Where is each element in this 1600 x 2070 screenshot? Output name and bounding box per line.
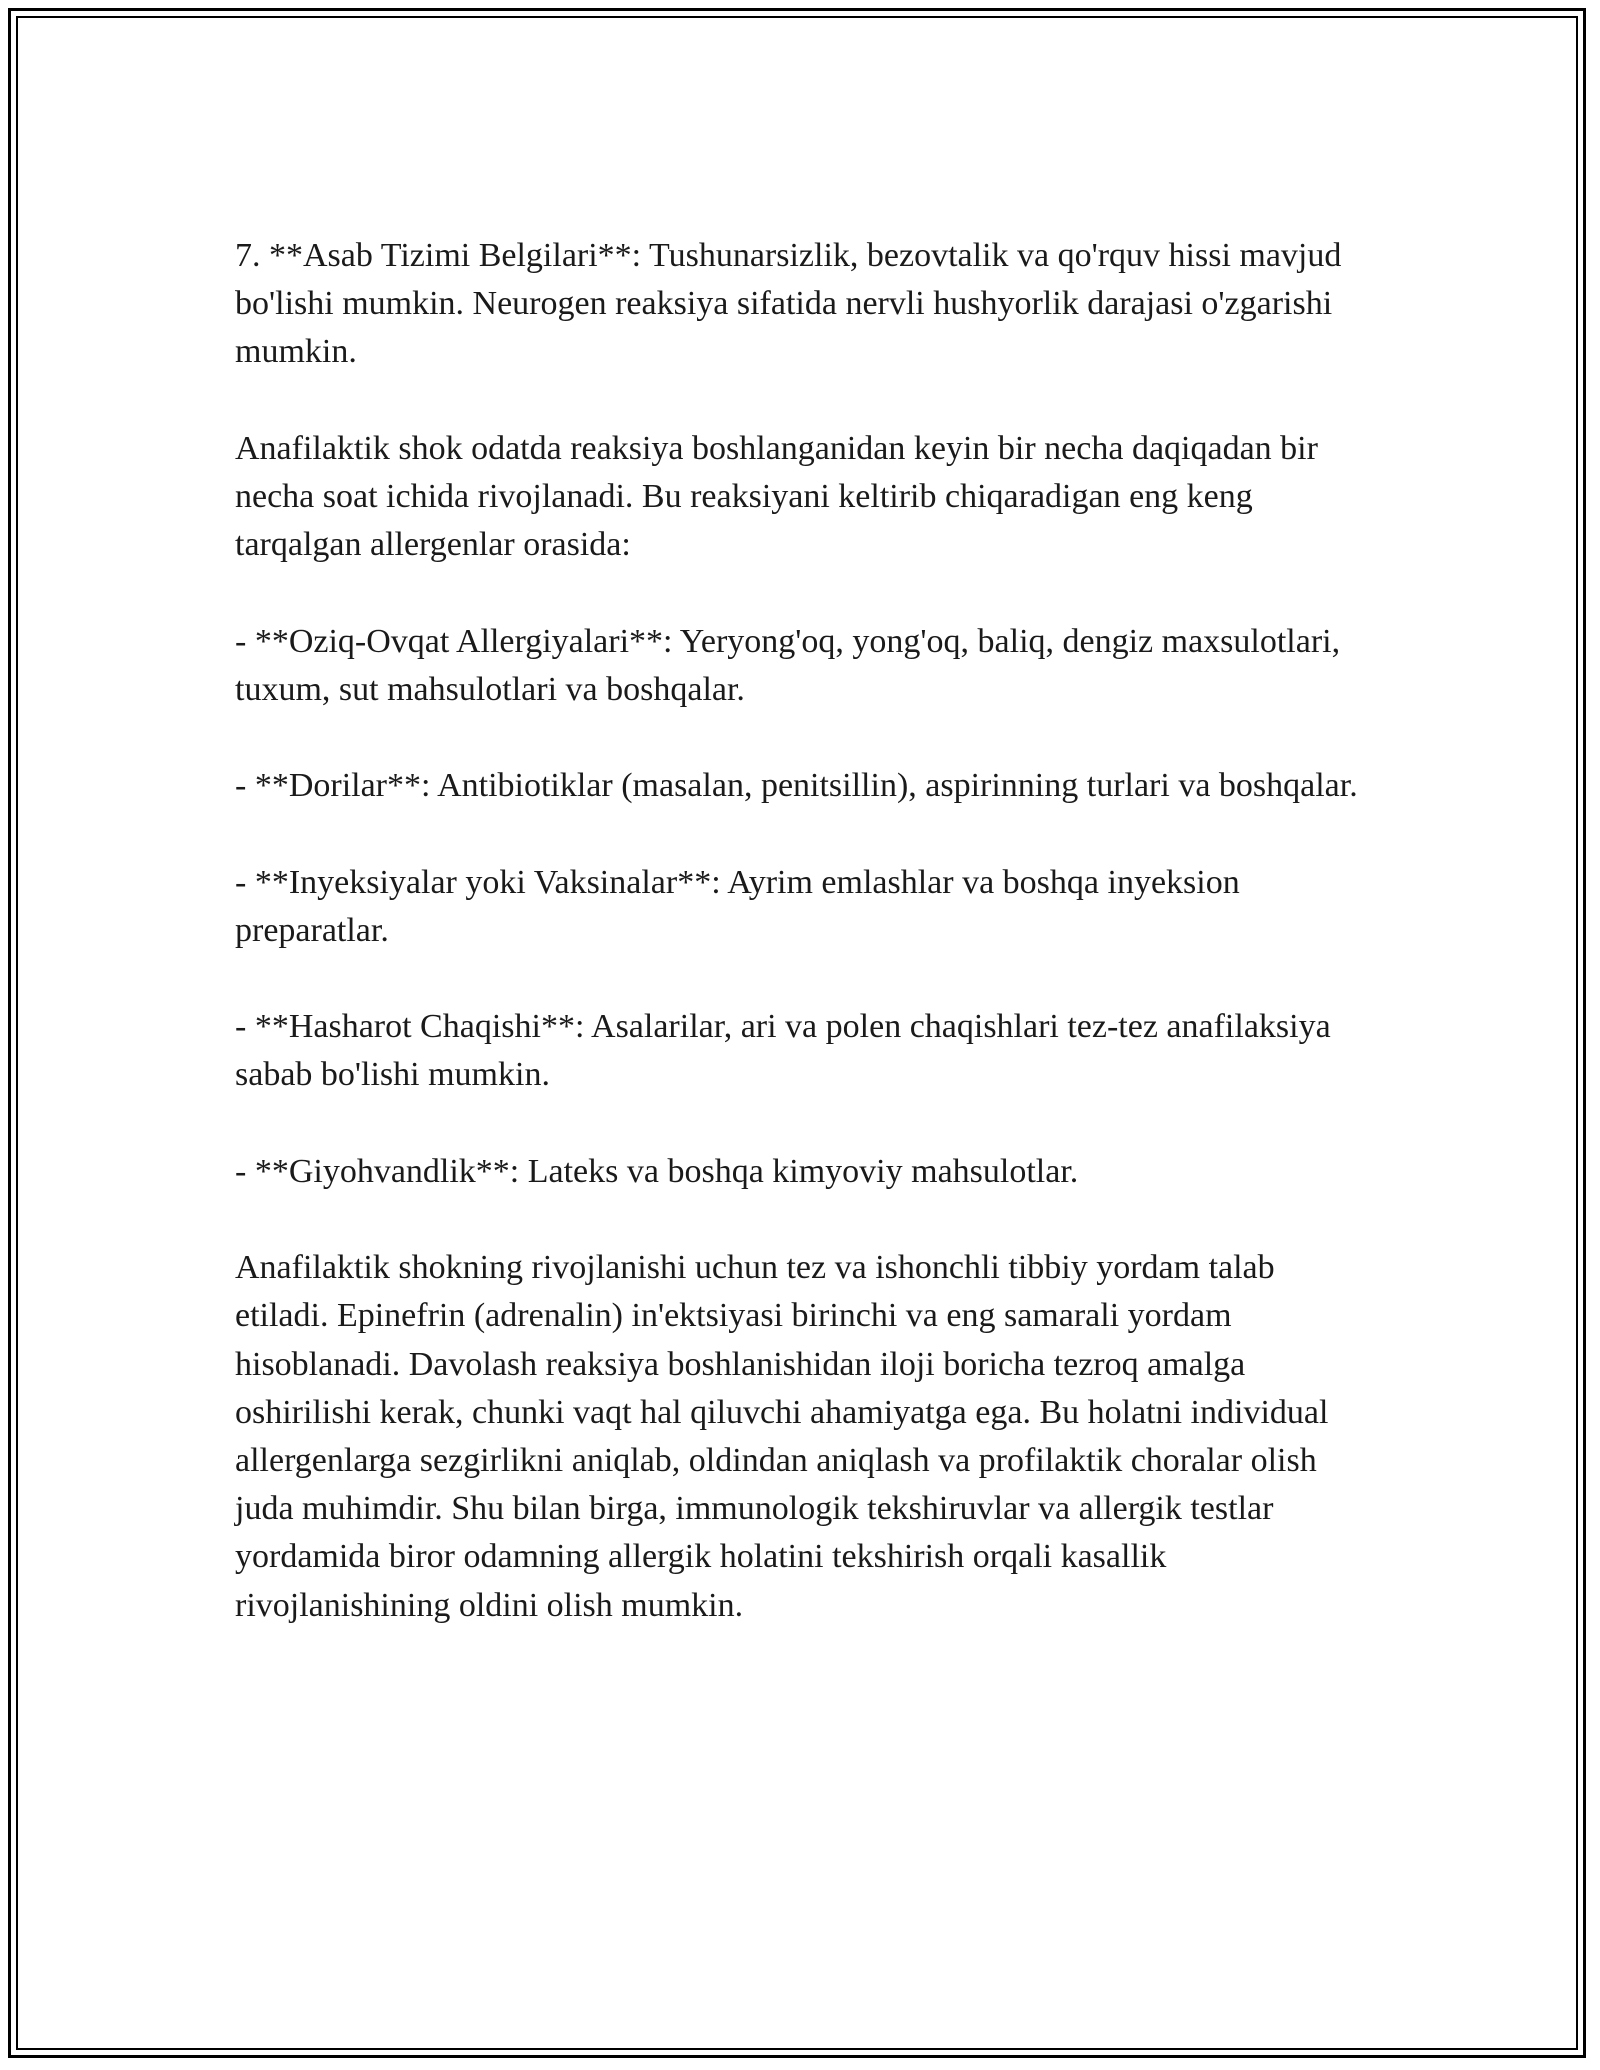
paragraph-nervous-system-symptoms: 7. **Asab Tizimi Belgilari**: Tushunarsizlik, bezovtalik va qo'rquv hissi mavjud bo'lishi mumkin. Neurogen reaksiya sifatida nervli hushyorlik darajasi o'zgarishi mumkin.	[235, 237, 1342, 371]
list-item-insect-stings: - **Hasharot Chaqishi**: Asalarilar, ari va polen chaqishlari tez-tez anafilaksiya sabab bo'lishi mumkin.	[235, 1008, 1331, 1094]
list-item-food-allergies: - **Oziq-Ovqat Allergiyalari**: Yeryong'oq, yong'oq, baliq, dengiz maxsulotlari, tuxum, sut mahsulotlari va boshqalar.	[235, 622, 1341, 708]
list-item-medications: - **Dorilar**: Antibiotiklar (masalan, penitsillin), aspirinning turlari va boshqalar.	[235, 767, 1358, 805]
list-item-latex: - **Giyohvandlik**: Lateks va boshqa kimyoviy mahsulotlar.	[235, 1152, 1079, 1190]
paragraph-anaphylaxis-onset: Anafilaktik shok odatda reaksiya boshlanganidan keyin bir necha daqiqadan bir necha soat ichida rivojlanadi. Bu reaksiyani keltirib chiqaradigan eng keng tarqalgan allergenlar orasida:	[235, 429, 1318, 564]
list-item-injections-vaccines: - **Inyeksiyalar yoki Vaksinalar**: Ayrim emlashlar va boshqa inyeksion preparatlar.	[235, 863, 1240, 949]
paragraph-treatment: Anafilaktik shokning rivojlanishi uchun tez va ishonchli tibbiy yordam talab etiladi. Epinefrin (adrenalin) in'ektsiyasi birinchi va eng samarali yordam hisoblanadi. Davolash reaksiya boshlanishidan iloji boricha tezroq amalga oshirilishi kerak, chunki vaqt hal qiluvchi ahamiyatga ega. Bu holatni individual allergenlarga sezgirlikni aniqlab, oldindan aniqlash va profilaktik choralar olish juda muhimdir. Shu bilan birga, immunologik tekshiruvlar va allergik testlar yordamida biror odamning allergik holatini tekshirish orqali kasallik rivojlanishining oldini olish mumkin.	[235, 1249, 1329, 1624]
document-body	[235, 232, 1365, 1630]
